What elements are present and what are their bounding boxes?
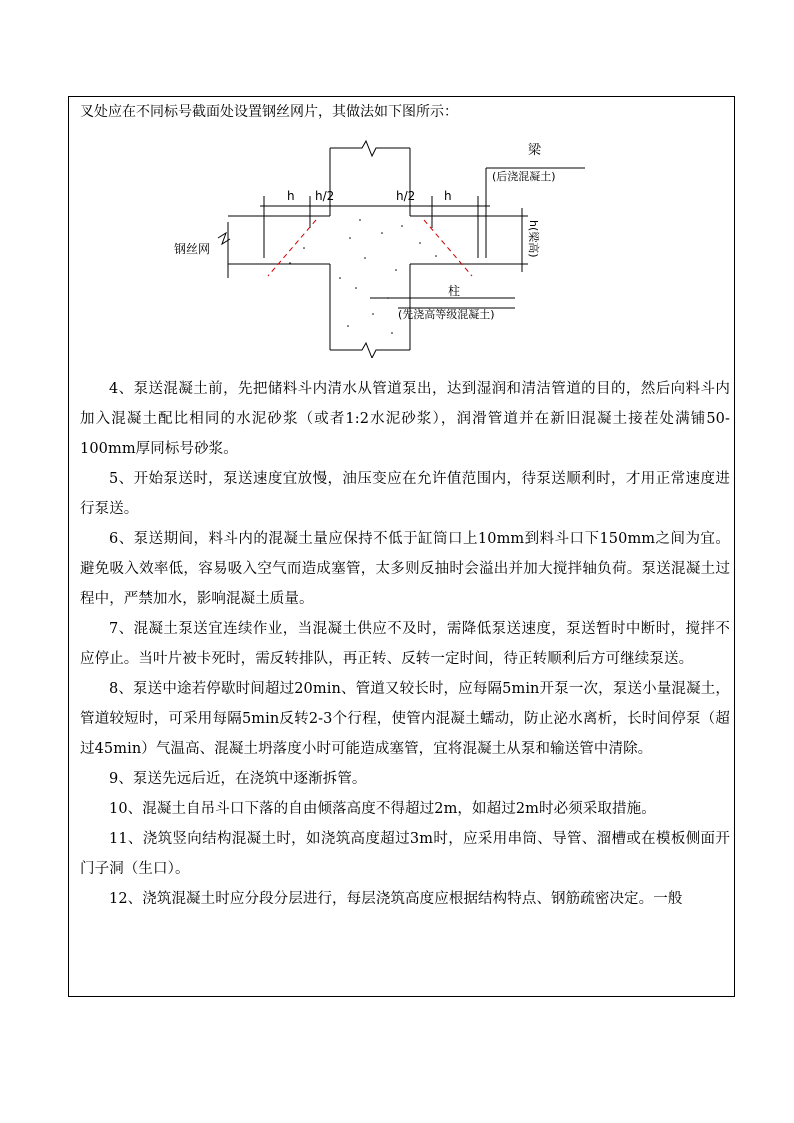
paragraph-9: 9、泵送先远后近，在浇筑中逐渐拆管。 xyxy=(109,771,367,787)
paragraph-4: 4、泵送混凝土前，先把储料斗内清水从管道泵出，达到湿润和清洁管道的目的，然后向料斗内加入混凝土配比相同的水泥砂浆（或者1:2水泥砂浆），润滑管道并在新旧混凝土接茬处满铺50-100mm厚同标号砂浆。 xyxy=(80,381,730,457)
paragraph-7: 7、混凝土泵送宜连续作业，当混凝土供应不及时，需降低泵送速度，泵送暂时中断时，搅拌不应停止。当叶片被卡死时，需反转排队，再正转、反转一定时间，待正转顺利后方可继续泵送。 xyxy=(80,621,730,667)
column-note: (先浇高等级混凝土) xyxy=(398,308,495,321)
joint-diagram xyxy=(160,138,600,358)
beam-height-label: h(梁高) xyxy=(527,220,540,258)
h2-right-label: h/2 xyxy=(396,189,416,203)
beam-outline xyxy=(228,208,528,278)
column-outline xyxy=(330,141,410,358)
paragraph-11: 11、浇筑竖向结构混凝土时，如浇筑高度超过3m时，应采用串筒、导管、溜槽或在模板侧面开门子洞（生口）。 xyxy=(80,831,730,877)
intro-text: 叉处应在不同标号截面处设置钢丝网片，其做法如下图所示： xyxy=(80,104,458,120)
paragraph-5: 5、开始泵送时，泵送速度宜放慢，油压变应在允许值范围内，待泵送顺利时，才用正常速度进行泵送。 xyxy=(80,471,730,517)
beam-column-joint-figure xyxy=(160,138,600,358)
paragraph-8: 8、泵送中途若停歇时间超过20min、管道又较长时，应每隔5min开泵一次，泵送小量混凝土，管道较短时，可采用每隔5min反转2-3个行程，使管内混凝土蠕动，防止泌水离析，长时间停泵（超过45min）气温高、混凝土坍落度小时可能造成塞管，宜将混凝土从泵和输送管中清除。 xyxy=(80,681,730,757)
paragraph-10: 10、混凝土自吊斗口下落的自由倾落高度不得超过2m，如超过2m时必须采取措施。 xyxy=(109,801,656,817)
h2-left-label: h/2 xyxy=(315,189,335,203)
mesh-boundary-dashed xyxy=(268,220,472,276)
column-label-line xyxy=(370,298,515,308)
paragraph-6: 6、泵送期间，料斗内的混凝土量应保持不低于缸筒口上10mm到料斗口下150mm之间为宜。避免吸入效率低，容易吸入空气而造成塞管，太多则反抽时会溢出并加大搅拌轴负荷。泵送混凝土过程中，严禁加水，影响混凝土质量。 xyxy=(80,531,730,607)
h-right-label: h xyxy=(444,189,452,203)
column-label: 柱 xyxy=(448,284,461,298)
beam-label: 梁 xyxy=(528,143,542,158)
mesh-label: 钢丝网 xyxy=(174,242,211,256)
body-text xyxy=(80,374,730,914)
h-left-label: h xyxy=(287,189,295,203)
paragraph-12: 12、浇筑混凝土时应分段分层进行，每层浇筑高度应根据结构特点、钢筋疏密决定。一般 xyxy=(109,891,683,907)
beam-note: (后浇混凝土) xyxy=(492,170,556,183)
